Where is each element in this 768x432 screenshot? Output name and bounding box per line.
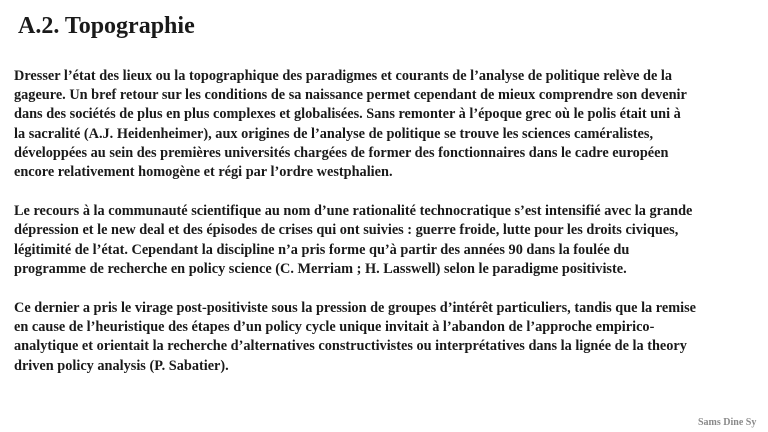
text-line: gageure. Un bref retour sur les conditions de sa naissance permet cependant de mieux comprendre son devenir: [14, 87, 687, 104]
text-line: analytique et orientait la recherche d’alternatives constructivistes ou interprétatives dans la lignée de la theory: [14, 338, 687, 355]
text-line: Dresser l’état des lieux ou la topographique des paradigmes et courants de l’analyse de politique relève de la: [14, 68, 673, 84]
paragraph-2: [14, 202, 768, 279]
text-line: légitimité de l’état. Cependant la discipline n’a pris forme qu’à partir des années 90 dans la foulée du: [14, 241, 630, 258]
paragraph-1: [14, 67, 768, 182]
slide-title: A.2. Topographie: [18, 13, 195, 39]
paragraph-3: [14, 299, 768, 376]
text-line: dans des sociétés de plus en plus complexes et globalisées. Sans remonter à l’époque grec où le polis était uni à: [14, 106, 681, 123]
text-line: encore relativement homogène et régi par l’ordre westphalien.: [14, 164, 393, 181]
text-line: Le recours à la communauté scientifique au nom d’une rationalité technocratique s’est intensifié avec la grande: [14, 203, 693, 220]
text-line: dépression et le new deal et des épisodes de crises qui ont suivies : guerre froide, lutte pour les droits civiques,: [14, 222, 679, 239]
text-line: programme de recherche en policy science (C. Merriam ; H. Lasswell) selon le paradigme positiviste.: [14, 260, 627, 277]
text-line: développées au sein des premières universités chargées de former des fonctionnaires dans le cadre européen: [14, 144, 669, 161]
slide-body: [14, 67, 768, 396]
text-line: Ce dernier a pris le virage post-positiviste sous la pression de groupes d’intérêt particuliers, tandis que la remise: [14, 300, 696, 317]
text-line: driven policy analysis (P. Sabatier).: [14, 357, 229, 374]
footer-author: Sams Dine Sy: [698, 417, 757, 428]
text-line: en cause de l’heuristique des étapes d’un policy cycle unique invitait à l’abandon de l’approche empirico-: [14, 319, 655, 336]
text-line: la sacralité (A.J. Heidenheimer), aux origines de l’analyse de politique se trouve les sciences caméralistes,: [14, 125, 654, 142]
